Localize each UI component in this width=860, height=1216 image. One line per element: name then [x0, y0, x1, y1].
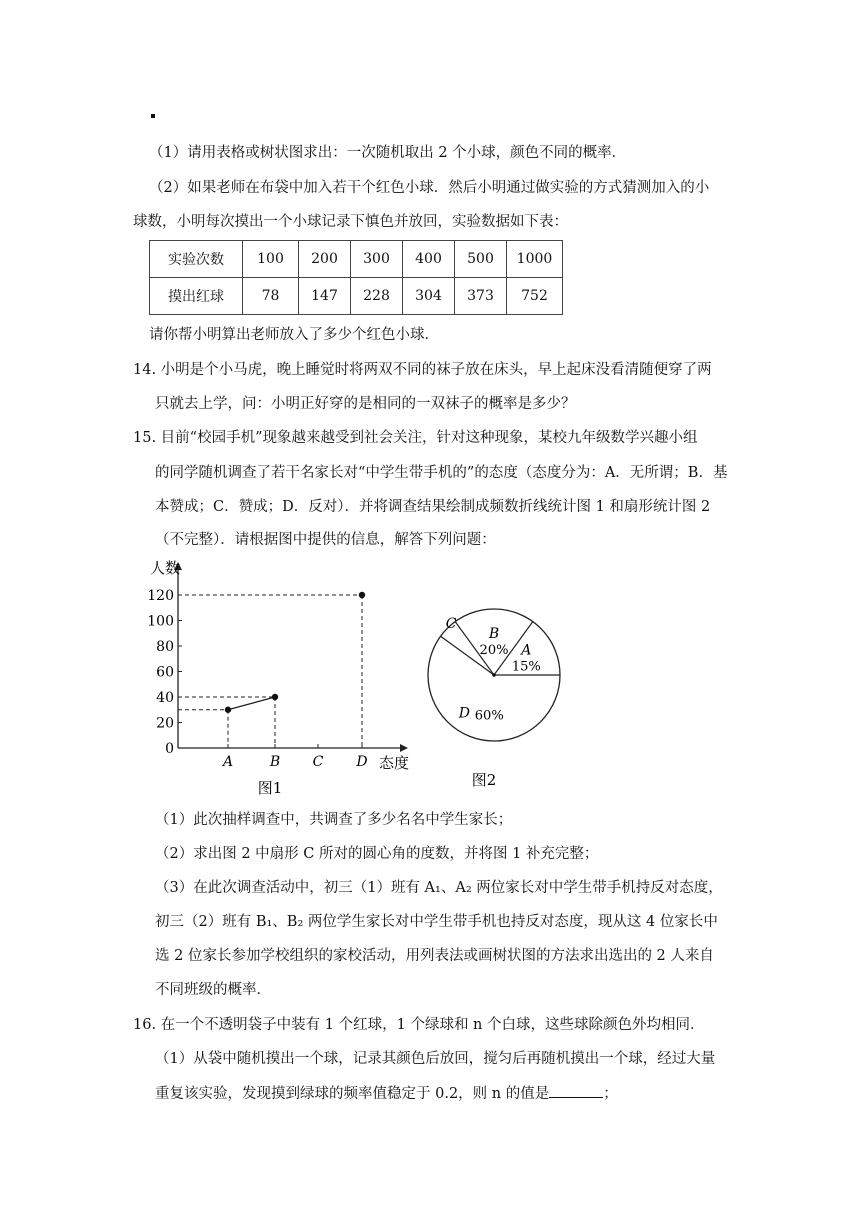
- y-tick-label: 80: [156, 639, 174, 655]
- question-text: 在一个不透明袋子中装有 1 个红球，1 个绿球和 n 个白球，这些球除颜色外均相同．: [160, 1017, 705, 1033]
- q15-line2: 的同学随机调查了若干名家长对“中学生带手机的”的态度（态度分为：A．无所谓；B．基: [155, 465, 728, 481]
- question-text: 重复该实验，发现摸到绿球的频率值稳定于 0.2，则 n 的值是: [155, 1086, 550, 1102]
- data-point: [272, 694, 278, 700]
- figure2-content: [428, 609, 560, 789]
- table-cell: 752: [507, 278, 563, 315]
- table-cell: 500: [455, 241, 507, 278]
- figure2-pie-chart: [420, 596, 570, 792]
- pie-slice-label: B: [488, 626, 500, 642]
- data-point: [359, 592, 365, 598]
- q15-sub3-line3: 选 2 位家长参加学校组织的家校活动，用列表法或画树状图的方法求出选出的 2 人来自: [155, 948, 714, 964]
- q16-sub1-line1: （1）从袋中随机摸出一个球，记录其颜色后放回，搅匀后再随机摸出一个球，经过大量: [155, 1051, 716, 1067]
- q15-sub1: （1）此次抽样调查中，共调查了多少名名中学生家长；: [155, 812, 513, 828]
- y-tick-label: 100: [147, 613, 174, 630]
- series-line: [228, 697, 275, 710]
- y-tick-label: 20: [156, 715, 174, 732]
- table-cell: 78: [243, 278, 299, 315]
- table-cell: 373: [455, 278, 507, 315]
- question-text: 小明是个小马虎，晚上睡觉时将两双不同的袜子放在床头，早上起床没看清随便穿了两: [160, 362, 712, 378]
- q13-question: 请你帮小明算出老师放入了多少个红色小球．: [149, 327, 439, 343]
- y-tick-label: 0: [165, 741, 174, 757]
- pie-slice-label: C: [445, 616, 457, 633]
- y-tick-label: 60: [156, 664, 174, 681]
- pie-slice-percent: 15%: [511, 659, 541, 675]
- table-header-cell: 实验次数: [150, 241, 243, 278]
- figure-caption: 图1: [257, 779, 283, 797]
- y-axis-label: 人数: [150, 559, 181, 577]
- q13-part2-line2: 球数，小明每次摸出一个小球记录下慎色并放回，实验数据如下表：: [133, 214, 568, 230]
- y-tick-label: 120: [147, 588, 174, 604]
- figure-caption: 图2: [471, 771, 497, 789]
- question-text-end: ；: [603, 1086, 618, 1102]
- table-cell: 400: [403, 241, 455, 278]
- data-point: [225, 707, 231, 713]
- q15-sub2: （2）求出图 2 中扇形 C 所对的圆心角的度数，并将图 1 补充完整；: [155, 846, 599, 862]
- q16-line1: [133, 1015, 705, 1035]
- q15-sub3-line4: 不同班级的概率．: [155, 982, 271, 998]
- y-tick-label: 40: [156, 690, 174, 706]
- table-cell: 300: [351, 241, 403, 278]
- table-cell: 147: [299, 278, 351, 315]
- pie-slice-percent: 20%: [479, 643, 509, 658]
- q15-line1: [133, 428, 698, 448]
- pie-slice-label: A: [521, 642, 532, 659]
- table-cell: 100: [243, 241, 299, 278]
- q13-part2-line1: （2）如果老师在布袋中加入若干个红色小球．然后小明通过做实验的方式猜测加入的小: [149, 180, 710, 196]
- q14-line2: 只就去上学，问：小明正好穿的是相同的一双袜子的概率是多少？: [155, 396, 576, 412]
- table-row: [150, 278, 563, 315]
- q15-line4: （不完整）．请根据图中提供的信息，解答下列问题：: [155, 532, 496, 548]
- x-tick-label: C: [312, 754, 324, 770]
- x-axis-arrow: [400, 744, 408, 752]
- x-tick-label: B: [269, 754, 281, 770]
- q15-sub3-line2: 初三（2）班有 B₁、B₂ 两位学生家长对中学生带手机也持反对态度，现从这 4 位家长中: [155, 914, 718, 930]
- pie-slice-label: D: [458, 705, 471, 722]
- table-cell: 200: [299, 241, 351, 278]
- q15-sub3-line1: （3）在此次调查活动中，初三（1）班有 A₁、A₂ 两位家长对中学生带手机持反对态度，: [155, 880, 723, 896]
- question-number: 14.: [133, 362, 157, 378]
- figure1-line-chart: [140, 556, 430, 806]
- experiment-table: [149, 240, 563, 315]
- table-cell: 1000: [507, 241, 563, 278]
- table-cell: 228: [351, 278, 403, 315]
- question-number: 15.: [133, 430, 157, 446]
- q15-line3: 本赞成；C．赞成；D．反对）．并将调查结果绘制成频数折线统计图 1 和扇形统计图 2: [155, 499, 711, 515]
- question-text: 目前“校园手机”现象越来越受到社会关注，针对这种现象，某校九年级数学兴趣小组: [160, 430, 698, 446]
- table-row: [150, 241, 563, 278]
- q14-line1: [133, 360, 712, 380]
- figure1-content: [147, 559, 409, 797]
- pie-center: [492, 673, 496, 677]
- stray-dot: [151, 114, 155, 118]
- table-cell: 304: [403, 278, 455, 315]
- q16-sub1-line2: [155, 1083, 618, 1104]
- x-axis-label: 态度: [379, 754, 410, 772]
- q13-part1: （1）请用表格或树状图求出：一次随机取出 2 个小球，颜色不同的概率．: [149, 145, 627, 161]
- table-header-cell: 摸出红球: [150, 278, 243, 315]
- question-number: 16.: [133, 1017, 157, 1033]
- pie-slice-percent: 60%: [474, 708, 504, 724]
- x-tick-label: D: [356, 754, 368, 770]
- answer-blank: [549, 1083, 603, 1098]
- x-tick-label: A: [222, 754, 234, 770]
